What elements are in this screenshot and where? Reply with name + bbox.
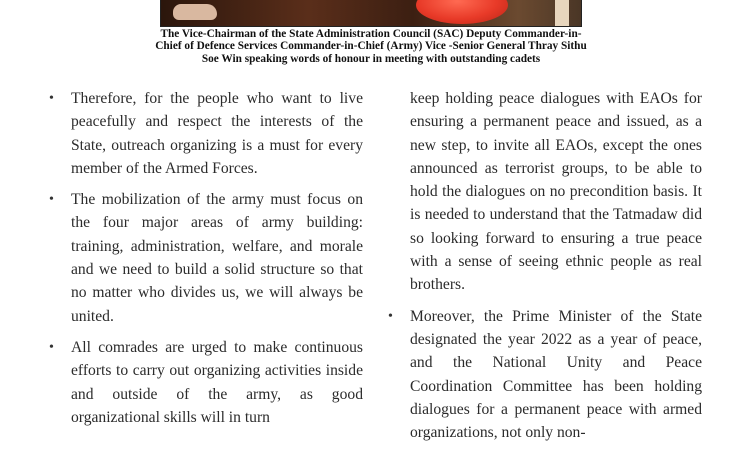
bullet-icon: •: [49, 339, 54, 355]
bullet-icon: •: [49, 91, 54, 106]
bullet-item: [49, 87, 363, 180]
bullet-item: [49, 188, 363, 328]
bullet-item: [388, 305, 702, 445]
bullet-text: The mobilization of the army must focus on the four major areas of army building: training, administration, welfare, and morale and we need to build a solid structure so that no matter who divides us, we will always be united.: [71, 191, 363, 325]
bullet-icon: •: [388, 308, 393, 324]
bullet-text: Moreover, the Prime Minister of the State designated the year 2022 as a year of peace, and the National Unity and Peace Coordination Committee has been holding dialogues for a permanent peace with armed organizations, not only non-: [410, 307, 702, 442]
photo-light: [555, 0, 569, 26]
bullet-icon: •: [49, 192, 54, 208]
bullet-text: All comrades are urged to make continuous efforts to carry out organizing activities inside and outside of the army, as good organizational skills will in turn: [71, 338, 363, 426]
photo-hand: [173, 4, 217, 20]
right-column: [388, 87, 702, 452]
bullet-text: Therefore, for the people who want to live peacefully and respect the interests of the State, outreach organizing is a must for every member of the Armed Forces.: [71, 90, 363, 177]
photo-caption: The Vice-Chairman of the State Administration Council (SAC) Deputy Commander-in-Chief of Defence Services Commander-in-Chief (Army) Vice -Senior General Thray Sithu Soe Win speaking words of honour in meeting with outstanding cadets: [155, 28, 587, 65]
left-column: [49, 87, 363, 437]
paragraph-text: keep holding peace dialogues with EAOs for ensuring a permanent peace and issued, as a new step, to invite all EAOs, except the ones announced as terrorist groups, to be able to hold the dialogues on no precondition basis. It is needed to understand that the Tatmadaw did so looking forward to ensuring a true peace with a sense of seeing ethnic people as real brothers.: [410, 90, 702, 294]
bullet-item: [49, 336, 363, 429]
photo-image: [160, 0, 582, 27]
continued-paragraph: [410, 87, 702, 297]
photo-background: [161, 0, 581, 26]
